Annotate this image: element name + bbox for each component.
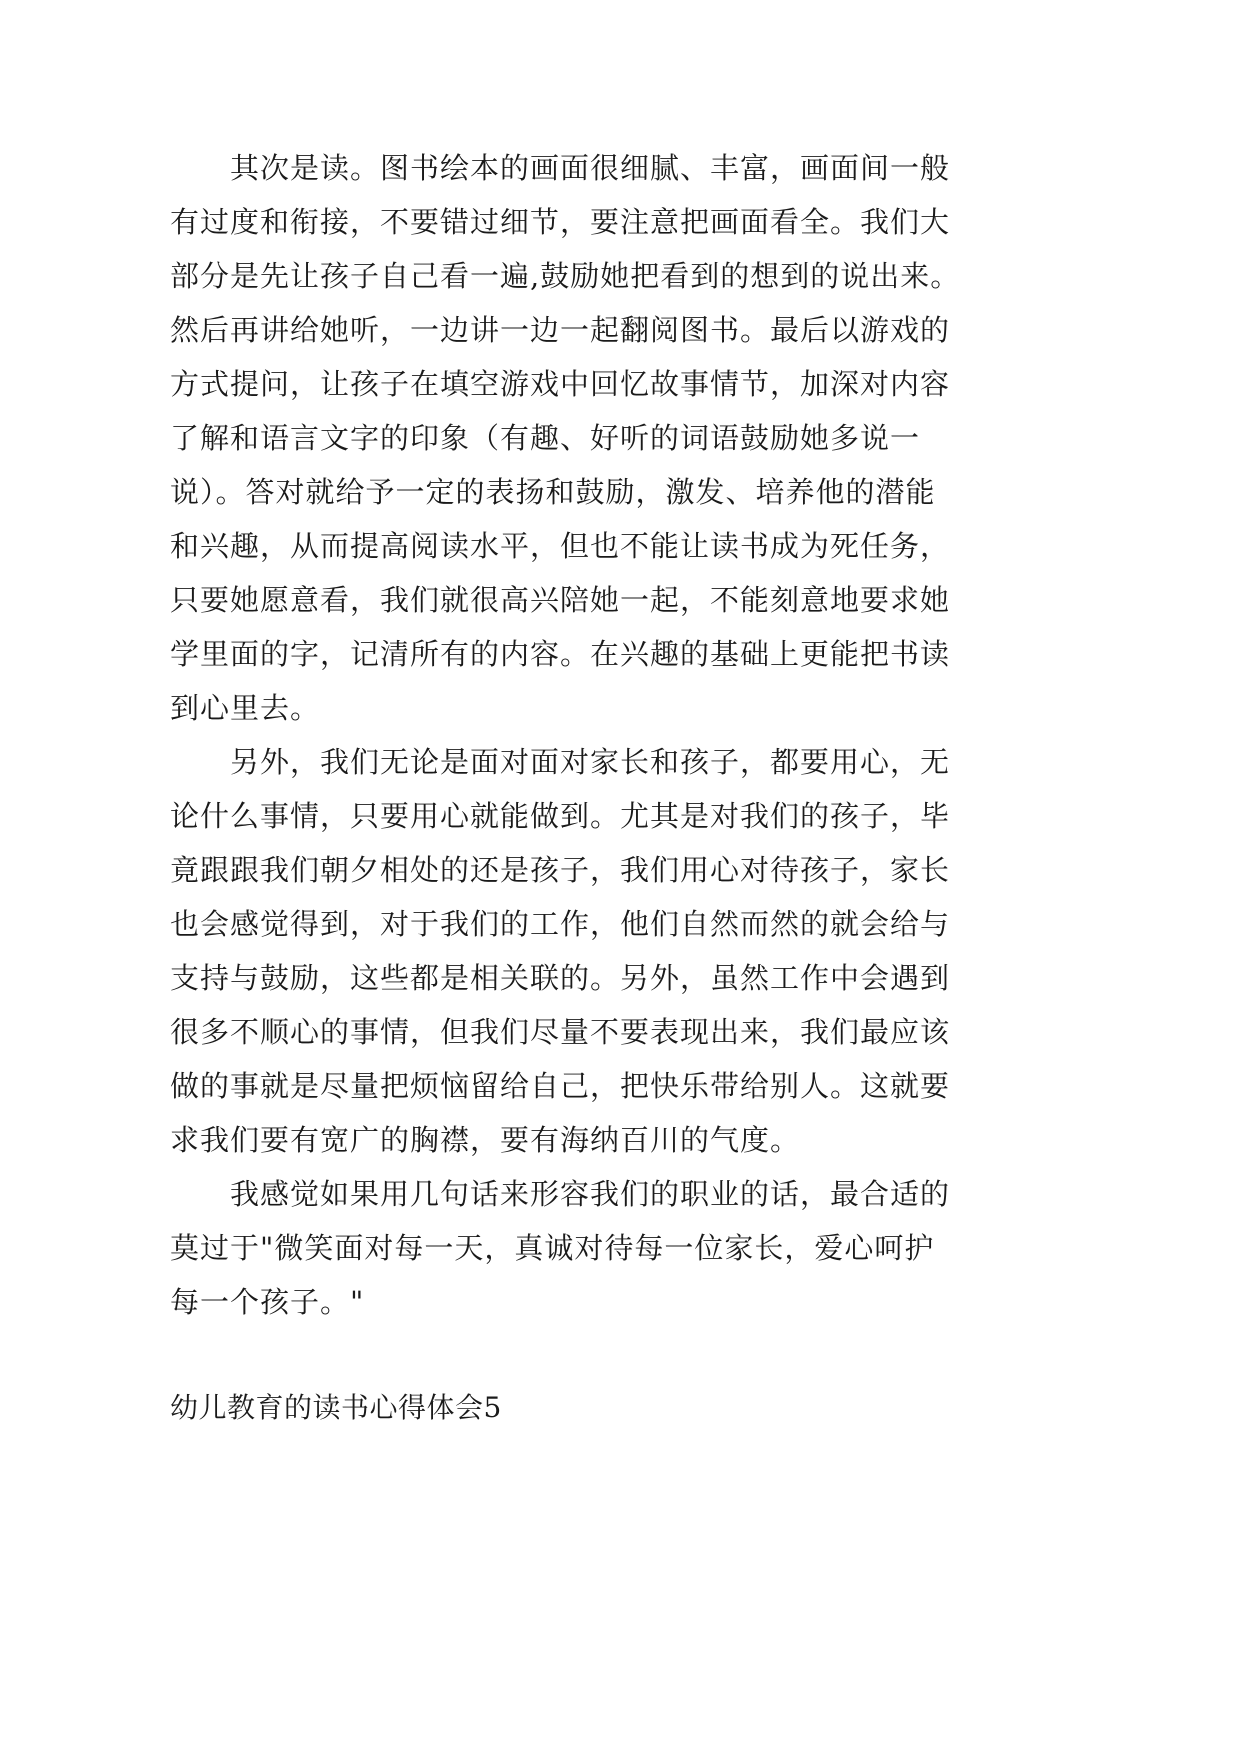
paragraph-line: 学里面的字，记清所有的内容。在兴趣的基础上更能把书读 [170, 637, 951, 671]
paragraph-line: 了解和语言文字的印象（有趣、好听的词语鼓励她多说一 [170, 421, 921, 455]
paragraph-line: 我感觉如果用几句话来形容我们的职业的话，最合适的 [230, 1177, 951, 1211]
paragraph-line: 求我们要有宽广的胸襟，要有海纳百川的气度。 [170, 1123, 801, 1157]
paragraph-line: 莫过于"微笑面对每一天，真诚对待每一位家长，爱心呵护 [170, 1231, 935, 1265]
paragraph-line: 也会感觉得到，对于我们的工作，他们自然而然的就会给与 [170, 907, 951, 941]
paragraph-line: 论什么事情，只要用心就能做到。尤其是对我们的孩子，毕 [170, 799, 951, 833]
paragraph-line: 其次是读。图书绘本的画面很细腻、丰富，画面间一般 [230, 151, 951, 185]
paragraph-line: 方式提问，让孩子在填空游戏中回忆故事情节，加深对内容 [170, 367, 951, 401]
paragraph-line: 说）。答对就给予一定的表扬和鼓励，激发、培养他的潜能 [170, 475, 936, 509]
paragraph-line: 部分是先让孩子自己看一遍,鼓励她把看到的想到的说出来。 [170, 259, 961, 293]
paragraph-line: 每一个孩子。" [170, 1285, 365, 1319]
paragraph-line: 然后再讲给她听，一边讲一边一起翻阅图书。最后以游戏的 [170, 313, 951, 347]
paragraph-line: 竟跟跟我们朝夕相处的还是孩子，我们用心对待孩子，家长 [170, 853, 951, 887]
section-heading: 幼儿教育的读书心得体会5 [170, 1391, 502, 1424]
paragraph-line: 有过度和衔接，不要错过细节，要注意把画面看全。我们大 [170, 205, 951, 239]
paragraph-line: 只要她愿意看，我们就很高兴陪她一起，不能刻意地要求她 [170, 583, 951, 617]
paragraph-line: 支持与鼓励，这些都是相关联的。另外，虽然工作中会遇到 [170, 961, 951, 995]
paragraph-line: 很多不顺心的事情，但我们尽量不要表现出来，我们最应该 [170, 1015, 951, 1049]
paragraph-line: 做的事就是尽量把烦恼留给自己，把快乐带给别人。这就要 [170, 1069, 951, 1103]
paragraph-line: 另外，我们无论是面对面对家长和孩子，都要用心，无 [230, 745, 951, 779]
paragraph-line: 和兴趣，从而提高阅读水平，但也不能让读书成为死任务， [170, 529, 951, 563]
paragraph-line: 到心里去。 [170, 691, 321, 725]
